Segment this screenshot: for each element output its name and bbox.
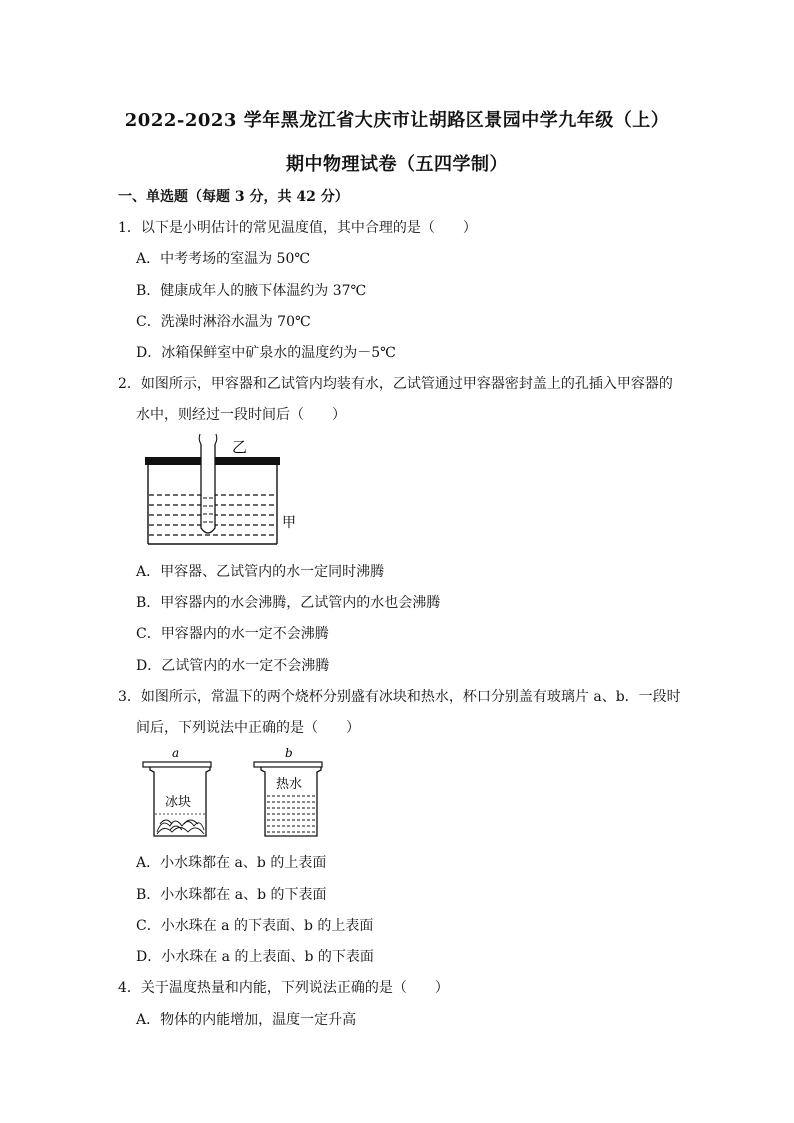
glass-plate-a: [143, 762, 211, 767]
question-1-option-d: D．冰箱保鲜室中矿泉水的温度约为－5℃: [136, 345, 396, 361]
hot-water-label: 热水: [276, 777, 303, 792]
question-2-option-c: C．甲容器内的水一定不会沸腾: [136, 626, 329, 642]
question-4-stem: 4．关于温度热量和内能，下列说法正确的是（ ）: [118, 980, 449, 996]
hot-water: [267, 796, 315, 832]
tube-label: 乙: [232, 438, 248, 456]
question-2-option-a: A．甲容器、乙试管内的水一定同时沸腾: [136, 564, 385, 580]
section-heading: 一、单选题（每题 3 分，共 42 分）: [118, 189, 349, 205]
question-3-option-c: C．小水珠在 a 的下表面、b 的上表面: [136, 918, 374, 934]
glass-b-label: b: [285, 746, 293, 760]
ice-cubes: [157, 820, 204, 834]
question-3-option-a: A．小水珠都在 a、b 的上表面: [136, 855, 327, 871]
question-2-option-b: B．甲容器内的水会沸腾，乙试管内的水也会沸腾: [136, 595, 441, 611]
glass-plate-b: [254, 762, 322, 767]
question-1-option-a: A．中考考场的室温为 50℃: [136, 251, 311, 267]
question-3-figure: [140, 746, 340, 841]
question-2-stem-line-1: 2．如图所示，甲容器和乙试管内均装有水，乙试管通过甲容器密封盖上的孔插入甲容器的: [118, 376, 673, 392]
container-label: 甲: [282, 515, 296, 531]
question-1-stem: 1．以下是小明估计的常见温度值，其中合理的是（ ）: [118, 220, 477, 236]
question-3-stem-line-2: 间后，下列说法中正确的是（ ）: [136, 720, 360, 736]
question-1-option-b: B．健康成年人的腋下体温约为 37℃: [136, 283, 367, 299]
question-4-option-a: A．物体的内能增加，温度一定升高: [136, 1012, 357, 1028]
question-1-option-c: C．洗澡时淋浴水温为 70℃: [136, 314, 311, 330]
question-2-figure: [140, 432, 300, 552]
exam-title-line-1: 2022-2023 学年黑龙江省大庆市让胡路区景园中学九年级（上）: [124, 110, 670, 131]
question-2-option-d: D．乙试管内的水一定不会沸腾: [136, 658, 330, 674]
question-2-stem-line-2: 水中，则经过一段时间后（ ）: [136, 407, 346, 423]
question-3-option-b: B．小水珠都在 a、b 的下表面: [136, 887, 327, 903]
question-3-stem-line-1: 3．如图所示，常温下的两个烧杯分别盛有冰块和热水，杯口分别盖有玻璃片 a、b．一段时: [118, 689, 681, 705]
ice-label: 冰块: [165, 795, 192, 810]
exam-title-line-2: 期中物理试卷（五四学制）: [286, 154, 508, 175]
question-3-option-d: D．小水珠在 a 的上表面、b 的下表面: [136, 949, 374, 965]
glass-a-label: a: [172, 746, 180, 760]
